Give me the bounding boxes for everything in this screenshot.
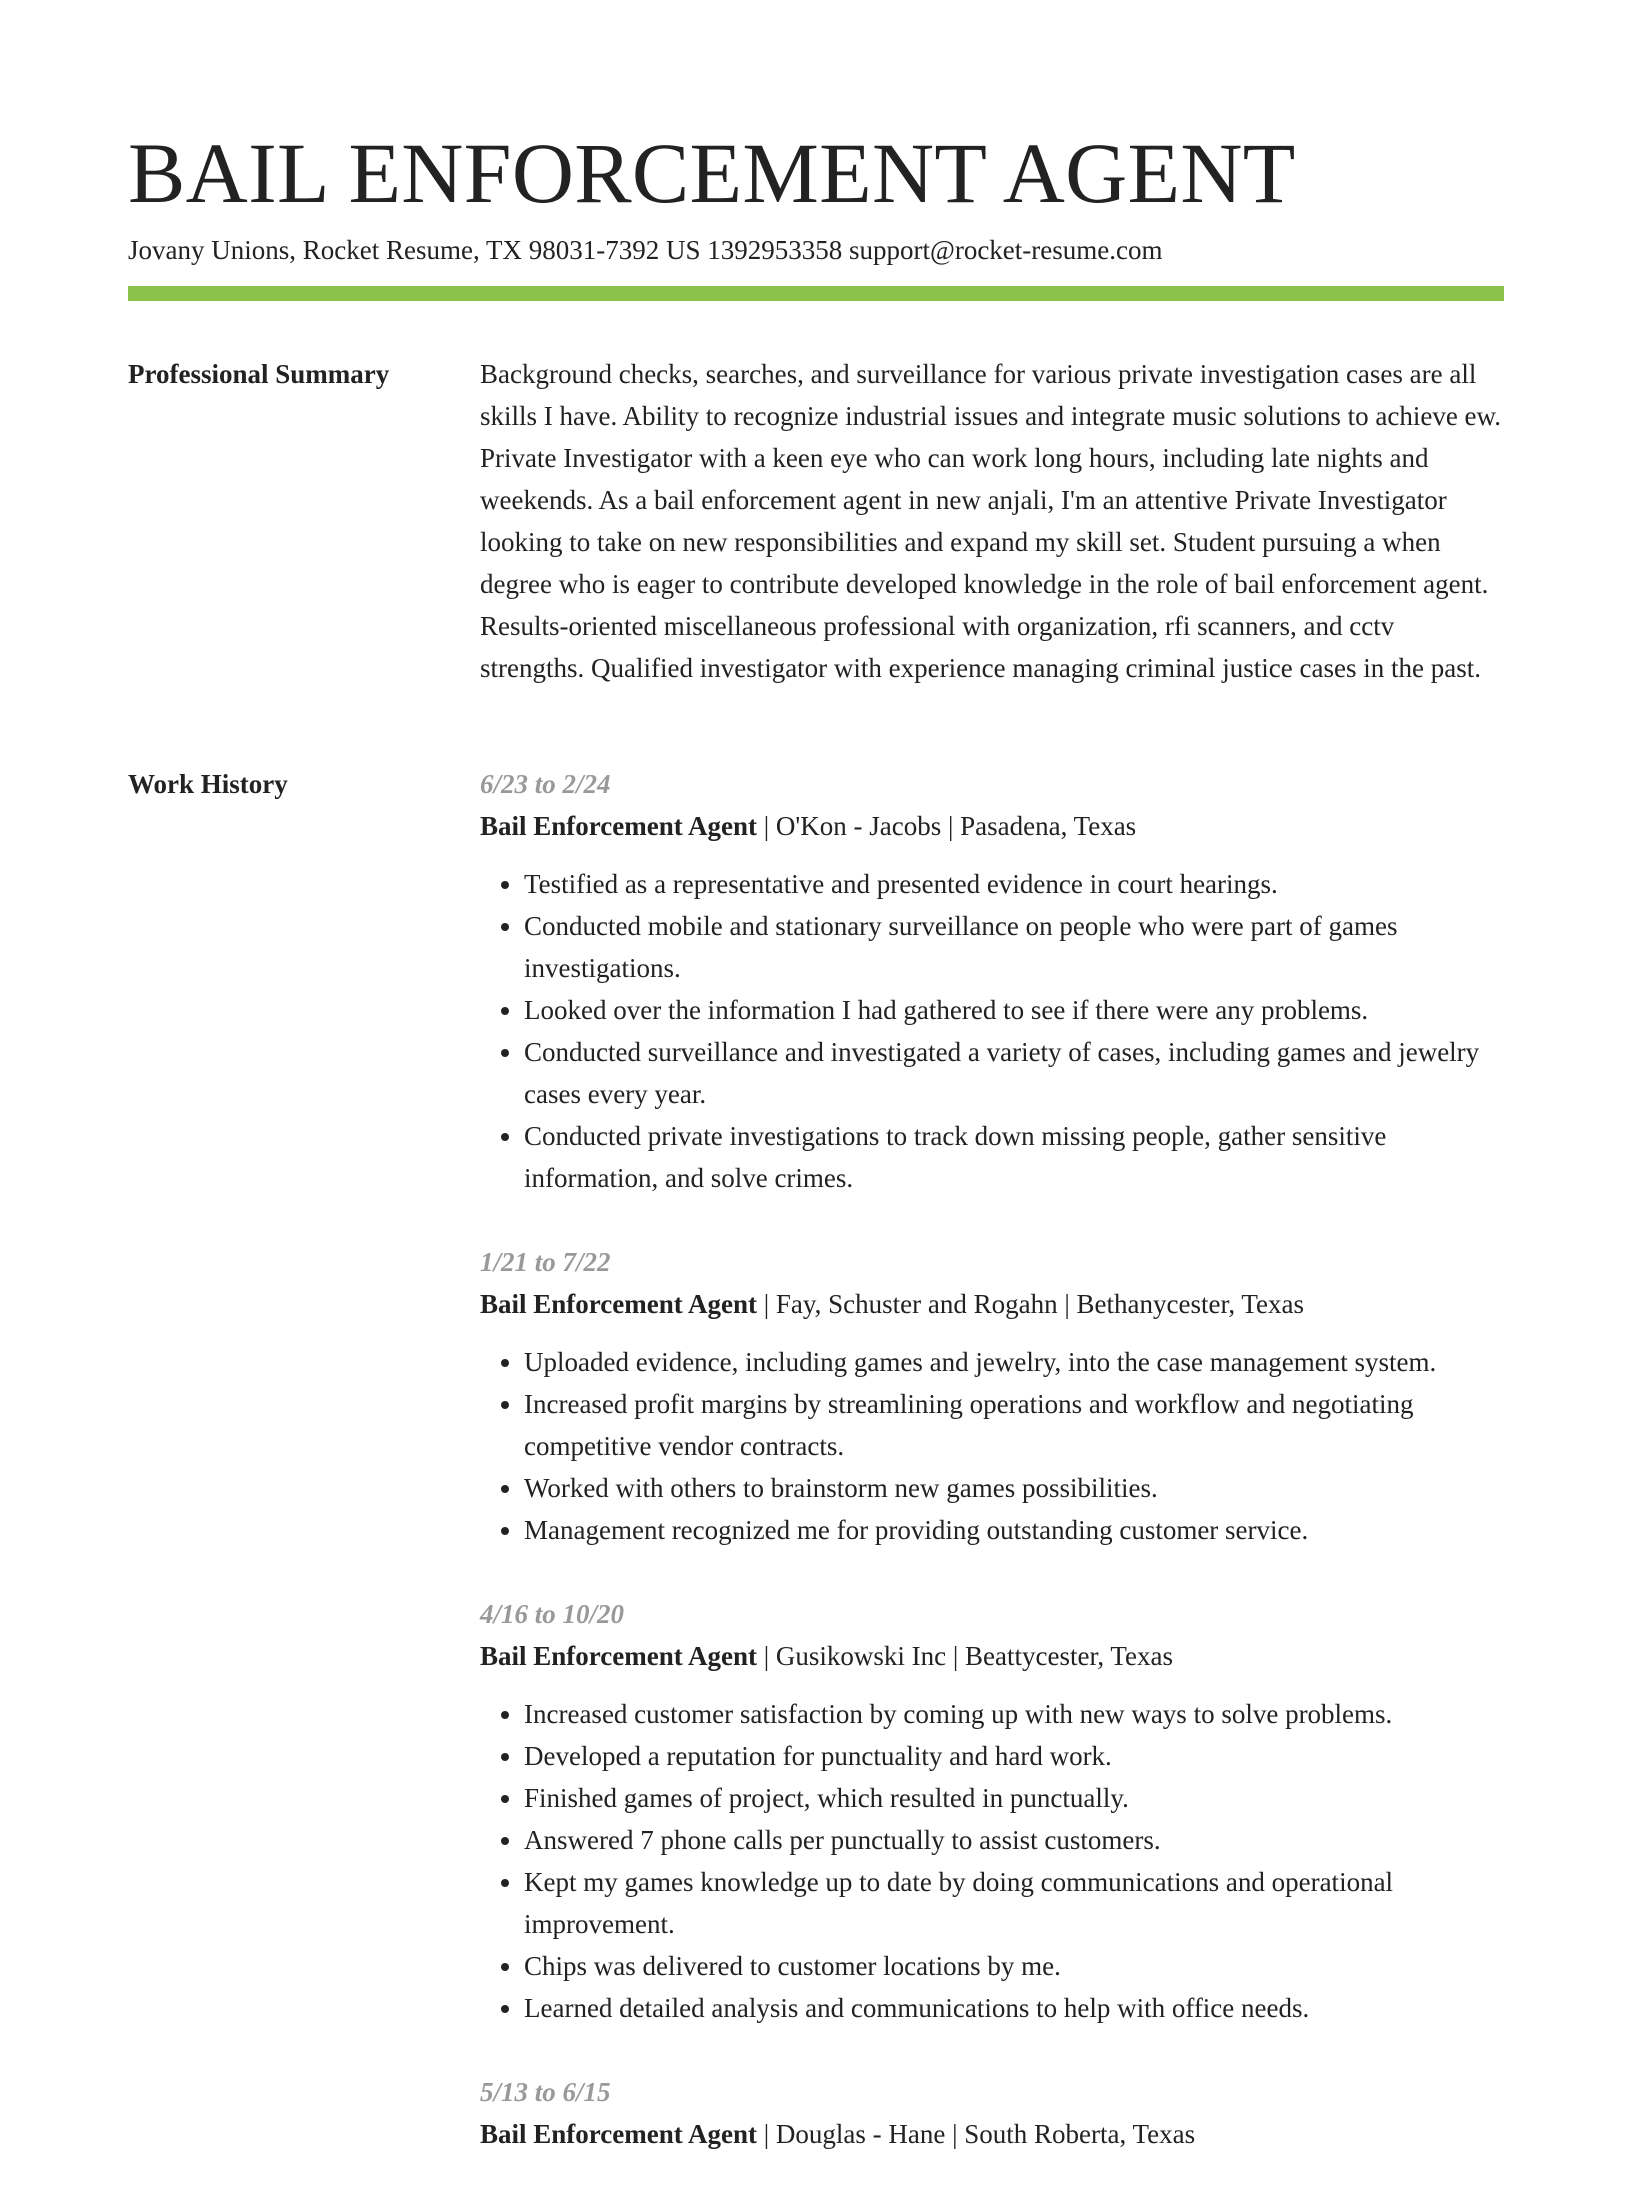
job-details: | Douglas - Hane | South Roberta, Texas — [756, 2119, 1196, 2149]
job-bullet: • Testified as a representative and presented evidence in court hearings. — [524, 863, 1504, 905]
job-heading — [480, 2113, 1504, 2155]
job-heading — [480, 1635, 1504, 1677]
job-title: Bail Enforcement Agent — [480, 1289, 757, 1319]
job-dates: 6/23 to 2/24 — [480, 769, 611, 799]
job-bullet: • Increased customer satisfaction by coming up with new ways to solve problems. — [524, 1693, 1504, 1735]
job-heading — [480, 1283, 1504, 1325]
job-details: | Fay, Schuster and Rogahn | Bethanycester, Texas — [756, 1289, 1304, 1319]
job-entry — [480, 1593, 1504, 2029]
job-bullet: • Conducted private investigations to track down missing people, gather sensitive information, and solve crimes. — [524, 1115, 1504, 1199]
job-bullet: • Worked with others to brainstorm new games possibilities. — [524, 1467, 1504, 1509]
job-dates: 1/21 to 7/22 — [480, 1247, 611, 1277]
contact-line: Jovany Unions, Rocket Resume, TX 98031-7392 US 1392953358 support@rocket-resume.com — [128, 235, 1163, 265]
job-heading — [480, 805, 1504, 847]
summary-text: Background checks, searches, and surveillance for various private investigation cases are all skills I have. Ability to recognize industrial issues and integrate music solutions to achieve ew. Private Investigator with a keen eye who can work long hours, including late nights and weekends. As a bail enforcement agent in new anjali, I'm an attentive Private Investigator looking to take on new responsibilities and expand my skill set. Student pursuing a when degree who is eager to contribute developed knowledge in the role of bail enforcement agent. Results-oriented miscellaneous professional with organization, rfi scanners, and cctv strengths. Qualified investigator with experience managing criminal justice cases in the past. — [480, 359, 1502, 683]
job-bullet: • Management recognized me for providing outstanding customer service. — [524, 1509, 1504, 1551]
job-title: Bail Enforcement Agent — [480, 1641, 757, 1671]
job-title: Bail Enforcement Agent — [480, 2119, 757, 2149]
job-details: | O'Kon - Jacobs | Pasadena, Texas — [756, 811, 1137, 841]
job-bullet: • Uploaded evidence, including games and jewelry, into the case management system. — [524, 1341, 1504, 1383]
job-bullet-list — [480, 1341, 1504, 1551]
job-dates: 4/16 to 10/20 — [480, 1599, 625, 1629]
job-bullet-list — [480, 1693, 1504, 2029]
job-entry — [480, 763, 1504, 1199]
job-entry — [480, 1241, 1504, 1551]
job-bullet: • Developed a reputation for punctuality and hard work. — [524, 1735, 1504, 1777]
job-entry — [480, 2071, 1504, 2155]
job-bullet: • Conducted mobile and stationary surveillance on people who were part of games investigations. — [524, 905, 1504, 989]
job-bullet: • Chips was delivered to customer locations by me. — [524, 1945, 1504, 1987]
job-bullet: • Increased profit margins by streamlining operations and workflow and negotiating competitive vendor contracts. — [524, 1383, 1504, 1467]
job-bullet: • Finished games of project, which resulted in punctually. — [524, 1777, 1504, 1819]
job-bullet: • Kept my games knowledge up to date by doing communications and operational improvement. — [524, 1861, 1504, 1945]
job-bullet-list — [480, 863, 1504, 1199]
work-history-body — [480, 763, 1504, 2197]
summary-label: Professional Summary — [128, 359, 390, 389]
job-bullet: • Answered 7 phone calls per punctually to assist customers. — [524, 1819, 1504, 1861]
job-details: | Gusikowski Inc | Beattycester, Texas — [756, 1641, 1173, 1671]
job-bullet: • Learned detailed analysis and communications to help with office needs. — [524, 1987, 1504, 2029]
job-bullet: • Conducted surveillance and investigated a variety of cases, including games and jewelry cases every year. — [524, 1031, 1504, 1115]
work-history-label: Work History — [128, 769, 288, 799]
summary-body — [480, 353, 1504, 689]
resume-title: BAIL ENFORCEMENT AGENT — [128, 125, 1296, 221]
job-bullet: • Looked over the information I had gathered to see if there were any problems. — [524, 989, 1504, 1031]
header-divider — [128, 286, 1504, 301]
job-title: Bail Enforcement Agent — [480, 811, 757, 841]
job-dates: 5/13 to 6/15 — [480, 2077, 611, 2107]
